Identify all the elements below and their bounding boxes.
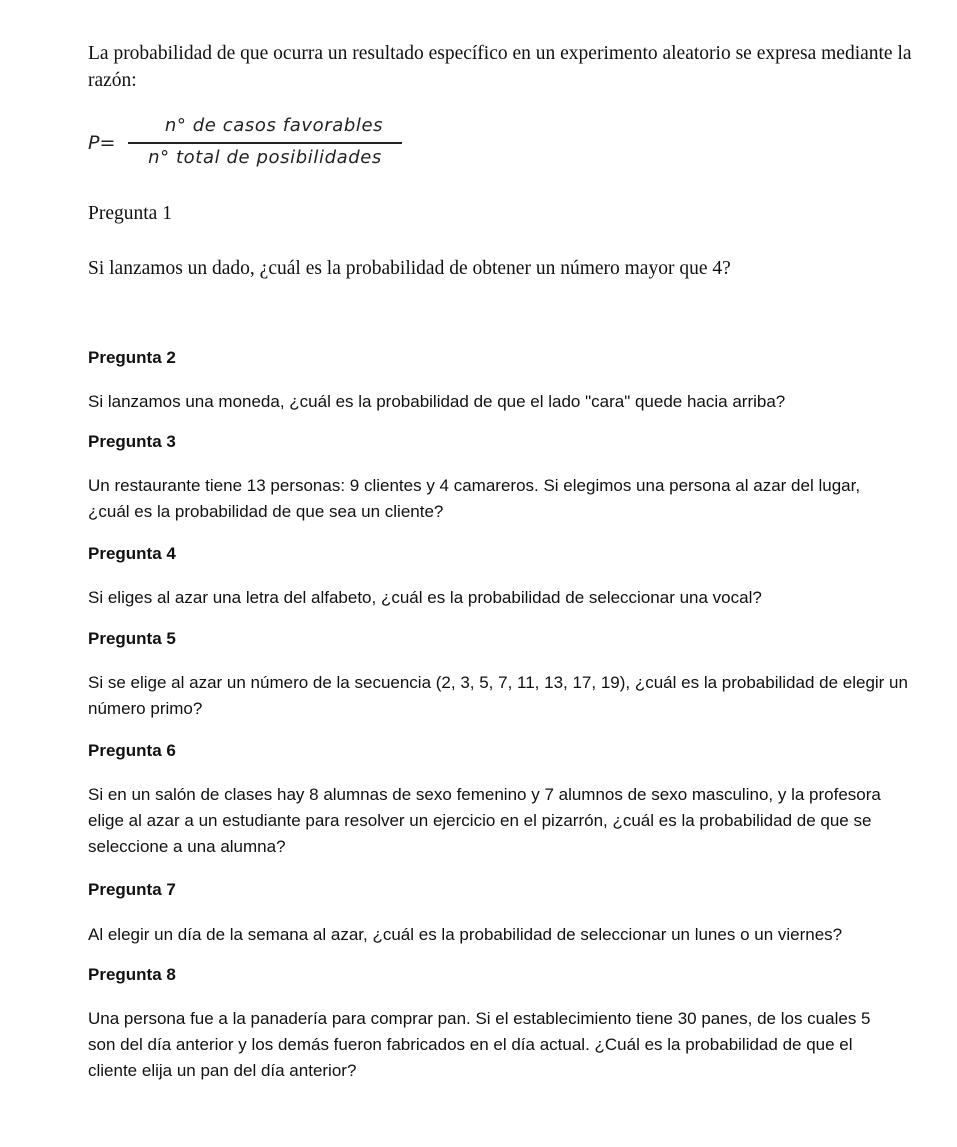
question-7-title: Pregunta 7 [88, 880, 176, 899]
question-7-text: Al elegir un día de la semana al azar, ¿cuál es la probabilidad de seleccionar un lunes o un viernes? [88, 925, 843, 944]
question-6-title: Pregunta 6 [88, 741, 176, 760]
formula-numerator: n° de casos favorables [164, 115, 384, 136]
probability-formula [88, 112, 488, 176]
question-4-title: Pregunta 4 [88, 544, 176, 563]
intro-paragraph: La probabilidad de que ocurra un resultado específico en un experimento aleatorio se expresa mediante la razón: [88, 43, 912, 91]
question-5-title: Pregunta 5 [88, 629, 176, 648]
formula-lhs: P= [88, 132, 116, 154]
formula-fraction [128, 112, 402, 171]
question-2-text: Si lanzamos una moneda, ¿cuál es la probabilidad de que el lado "cara" quede hacia arriba? [88, 392, 786, 411]
formula-denominator: n° total de posibilidades [148, 146, 382, 168]
question-1-text: Si lanzamos un dado, ¿cuál es la probabilidad de obtener un número mayor que 4? [88, 258, 731, 279]
question-8-title: Pregunta 8 [88, 965, 176, 984]
question-1-title: Pregunta 1 [88, 203, 172, 224]
question-3-title: Pregunta 3 [88, 432, 176, 451]
fraction-bar [128, 142, 402, 144]
question-8-text: Una persona fue a la panadería para comprar pan. Si el establecimiento tiene 30 panes, de los cuales 5 son del día anterior y los demás fueron fabricados en el día actual. ¿Cuál es la probabilidad de que el cliente elija un pan del día anterior? [88, 1009, 871, 1080]
question-3-text: Un restaurante tiene 13 personas: 9 clientes y 4 camareros. Si elegimos una persona al azar del lugar, ¿cuál es la probabilidad de que sea un cliente? [88, 476, 861, 521]
question-2-title: Pregunta 2 [88, 348, 176, 367]
question-4-text: Si eliges al azar una letra del alfabeto, ¿cuál es la probabilidad de seleccionar una vocal? [88, 588, 762, 607]
question-5-text: Si se elige al azar un número de la secuencia (2, 3, 5, 7, 11, 13, 17, 19), ¿cuál es la probabilidad de elegir un número primo? [88, 673, 908, 718]
question-6-text: Si en un salón de clases hay 8 alumnas de sexo femenino y 7 alumnos de sexo masculino, y la profesora elige al azar a un estudiante para resolver un ejercicio en el pizarrón, ¿cuál es la probabilidad de que se seleccione a una alumna? [88, 785, 881, 856]
